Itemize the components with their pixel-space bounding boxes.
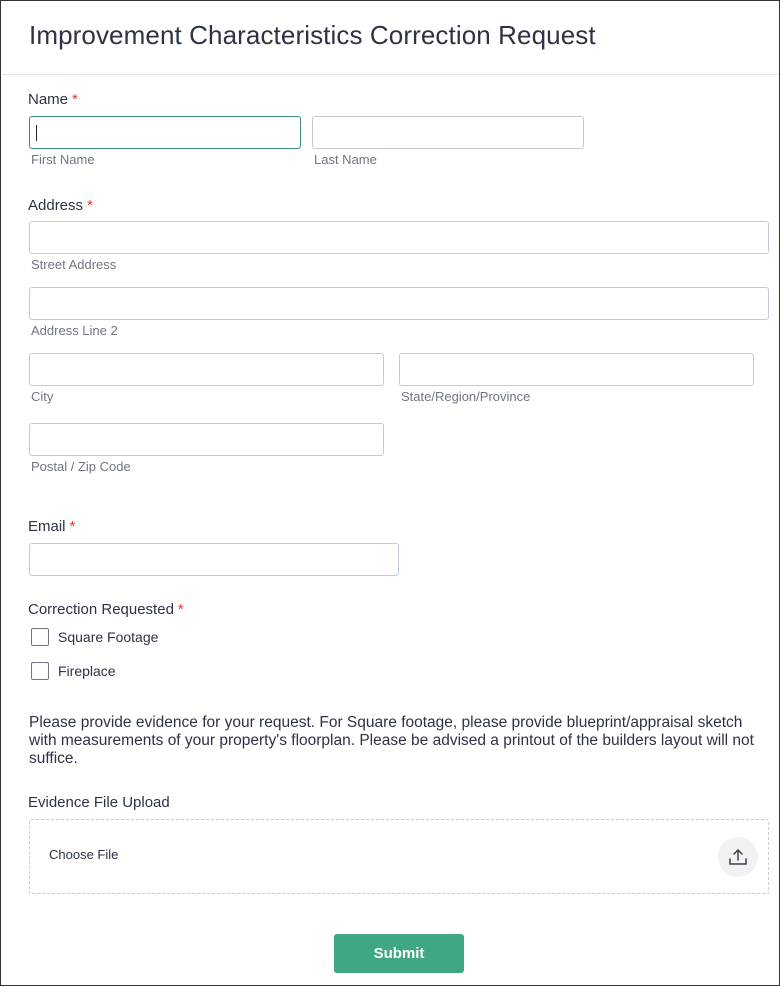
correction-label bbox=[28, 601, 184, 618]
text-caret bbox=[36, 125, 37, 141]
city-sublabel: City bbox=[31, 389, 54, 404]
upload-label: Evidence File Upload bbox=[28, 794, 170, 811]
city-input[interactable] bbox=[29, 353, 384, 386]
choose-file-text: Choose File bbox=[49, 847, 119, 862]
name-label-text: Name bbox=[28, 91, 69, 108]
upload-icon bbox=[728, 847, 748, 867]
street-address-input[interactable] bbox=[29, 221, 769, 254]
state-input[interactable] bbox=[399, 353, 754, 386]
email-label-text: Email bbox=[28, 518, 66, 535]
state-sublabel: State/Region/Province bbox=[401, 389, 531, 404]
last-name-sublabel: Last Name bbox=[314, 152, 377, 167]
upload-button[interactable] bbox=[718, 837, 758, 877]
required-marker: * bbox=[177, 601, 184, 618]
checkbox-label: Square Footage bbox=[58, 629, 159, 645]
address-label-text: Address bbox=[28, 197, 84, 214]
first-name-input[interactable] bbox=[29, 116, 301, 149]
email-input[interactable] bbox=[29, 543, 399, 576]
email-label bbox=[28, 518, 75, 535]
checkbox-label: Fireplace bbox=[58, 663, 116, 679]
checkbox-option-square-footage[interactable] bbox=[31, 627, 158, 647]
address-label bbox=[28, 197, 93, 214]
correction-label-text: Correction Requested bbox=[28, 601, 174, 618]
fireplace-checkbox[interactable] bbox=[31, 662, 49, 680]
checkbox-option-fireplace[interactable] bbox=[31, 661, 116, 681]
street-address-sublabel: Street Address bbox=[31, 257, 117, 272]
form-title: Improvement Characteristics Correction Request bbox=[29, 20, 596, 50]
address-line2-input[interactable] bbox=[29, 287, 769, 320]
form-header bbox=[2, 2, 779, 75]
name-label bbox=[28, 91, 78, 108]
first-name-sublabel: First Name bbox=[31, 152, 95, 167]
zip-input[interactable] bbox=[29, 423, 384, 456]
file-upload-dropzone[interactable] bbox=[29, 819, 769, 894]
last-name-input[interactable] bbox=[312, 116, 584, 149]
square-footage-checkbox[interactable] bbox=[31, 628, 49, 646]
required-marker: * bbox=[87, 197, 93, 214]
zip-sublabel: Postal / Zip Code bbox=[31, 459, 131, 474]
required-marker: * bbox=[69, 518, 76, 535]
submit-button[interactable]: Submit bbox=[334, 934, 464, 973]
evidence-instructions: Please provide evidence for your request. For Square footage, please provide blueprint/appraisal sketch with measurements of your property's floorplan. Please be advised a printout of the builders layout will not suffice. bbox=[29, 714, 754, 767]
address-line2-sublabel: Address Line 2 bbox=[31, 323, 118, 338]
required-marker: * bbox=[72, 91, 78, 108]
